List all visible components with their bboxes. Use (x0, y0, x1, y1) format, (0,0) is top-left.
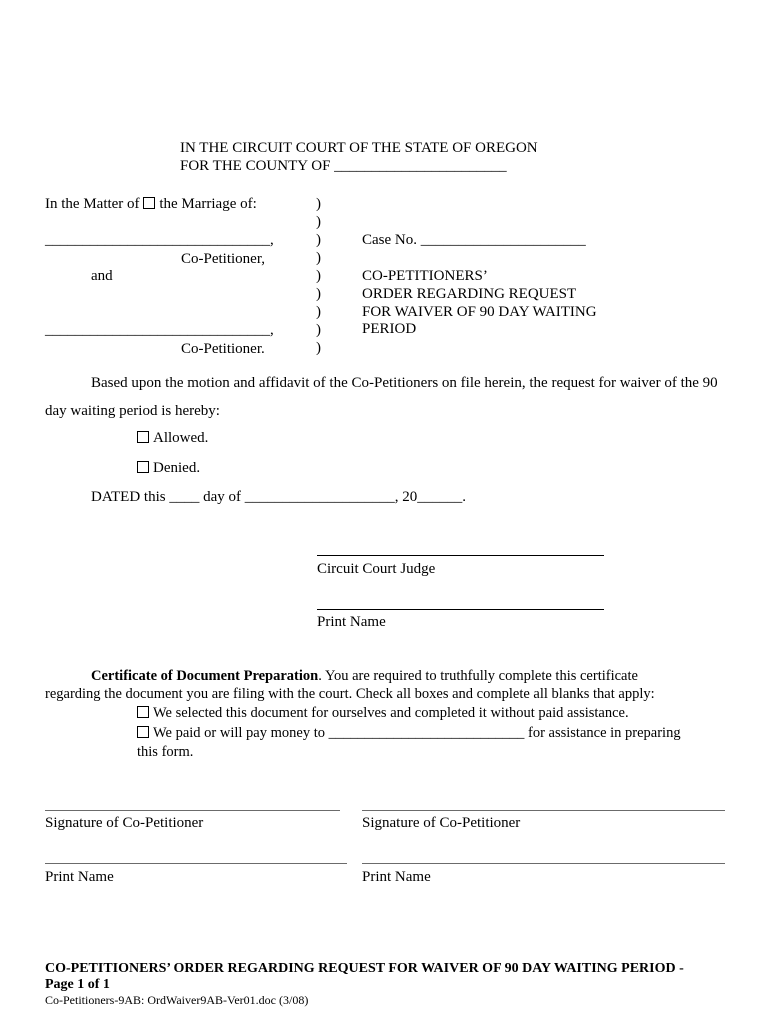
denied-checkbox[interactable] (137, 461, 149, 473)
co-petitioner-2-signature-label: Signature of Co-Petitioner (362, 815, 521, 831)
petitioner-2-blank[interactable]: ______________________________, (45, 322, 274, 338)
judge-signature-line[interactable] (317, 555, 604, 556)
certificate-line-1 (91, 668, 638, 685)
allowed-checkbox[interactable] (137, 431, 149, 443)
allowed-label: Allowed. (153, 430, 209, 446)
petitioner-1-blank[interactable]: ______________________________, (45, 232, 274, 248)
caption-paren: ) (316, 340, 321, 356)
co-petitioner-1-signature-label: Signature of Co-Petitioner (45, 815, 204, 831)
co-petitioner-2-signature-line[interactable] (362, 810, 725, 811)
co-petitioner-1-signature-line[interactable] (45, 810, 340, 811)
county-heading: FOR THE COUNTY OF _______________________ (180, 158, 507, 174)
judge-print-name-label: Print Name (317, 614, 386, 630)
order-paragraph-line-1: Based upon the motion and affidavit of the Co-Petitioners on file herein, the request for waiver of the 90 (91, 375, 718, 391)
co-petitioner-1-print-name-label: Print Name (45, 869, 114, 885)
co-petitioner-1-print-name-line[interactable] (45, 863, 347, 864)
option-denied (137, 460, 200, 477)
co-petitioner-2-print-name-line[interactable] (362, 863, 725, 864)
matter-prefix: In the Matter of (45, 196, 140, 212)
certificate-option-2-continued: this form. (137, 744, 194, 760)
caption-paren: ) (316, 250, 321, 266)
caption-paren: ) (316, 304, 321, 320)
certificate-option-1-label: We selected this document for ourselves and completed it without paid assistance. (153, 705, 629, 721)
co-petitioner-2-print-name-label: Print Name (362, 869, 431, 885)
co-petitioner-1-label: Co-Petitioner, (181, 251, 265, 267)
court-heading: IN THE CIRCUIT COURT OF THE STATE OF OREGON (180, 140, 538, 156)
document-title-line-1: CO-PETITIONERS’ (362, 268, 488, 284)
caption-paren: ) (316, 214, 321, 230)
matter-of-line (45, 196, 257, 213)
dated-line[interactable]: DATED this ____ day of ____________________, 20______. (91, 489, 466, 505)
matter-suffix: the Marriage of: (159, 196, 257, 212)
footer-file-reference: Co-Petitioners-9AB: OrdWaiver9AB-Ver01.doc (3/08) (45, 993, 309, 1007)
case-number-field[interactable]: Case No. ______________________ (362, 232, 586, 248)
caption-paren: ) (316, 232, 321, 248)
judge-print-name-line[interactable] (317, 609, 604, 610)
certificate-heading: Certificate of Document Preparation (91, 668, 319, 684)
option-allowed (137, 430, 208, 447)
order-paragraph-line-2: day waiting period is hereby: (45, 403, 220, 419)
caption-paren: ) (316, 286, 321, 302)
co-petitioner-2-label: Co-Petitioner. (181, 341, 265, 357)
caption-paren: ) (316, 196, 321, 212)
and-label: and (91, 268, 113, 284)
document-title-line-4: PERIOD (362, 321, 417, 337)
marriage-checkbox[interactable] (143, 197, 155, 209)
document-title-line-3: FOR WAIVER OF 90 DAY WAITING (362, 304, 597, 320)
caption-paren: ) (316, 268, 321, 284)
certificate-line-2: regarding the document you are filing with the court. Check all boxes and complete all blanks that apply: (45, 686, 655, 702)
certificate-option-2-label: We paid or will pay money to ___________________________ for assistance in preparing (153, 725, 681, 741)
certificate-option-1 (137, 705, 629, 722)
document-title-line-2: ORDER REGARDING REQUEST (362, 286, 577, 302)
no-assistance-checkbox[interactable] (137, 706, 149, 718)
footer-page-number: Page 1 of 1 (45, 977, 110, 992)
paid-assistance-checkbox[interactable] (137, 726, 149, 738)
footer-title: CO-PETITIONERS’ ORDER REGARDING REQUEST FOR WAIVER OF 90 DAY WAITING PERIOD - (45, 961, 684, 976)
denied-label: Denied. (153, 460, 201, 476)
certificate-line-1-text: . You are required to truthfully complete this certificate (318, 668, 638, 684)
judge-label: Circuit Court Judge (317, 561, 436, 577)
certificate-option-2 (137, 725, 681, 742)
caption-paren: ) (316, 322, 321, 338)
